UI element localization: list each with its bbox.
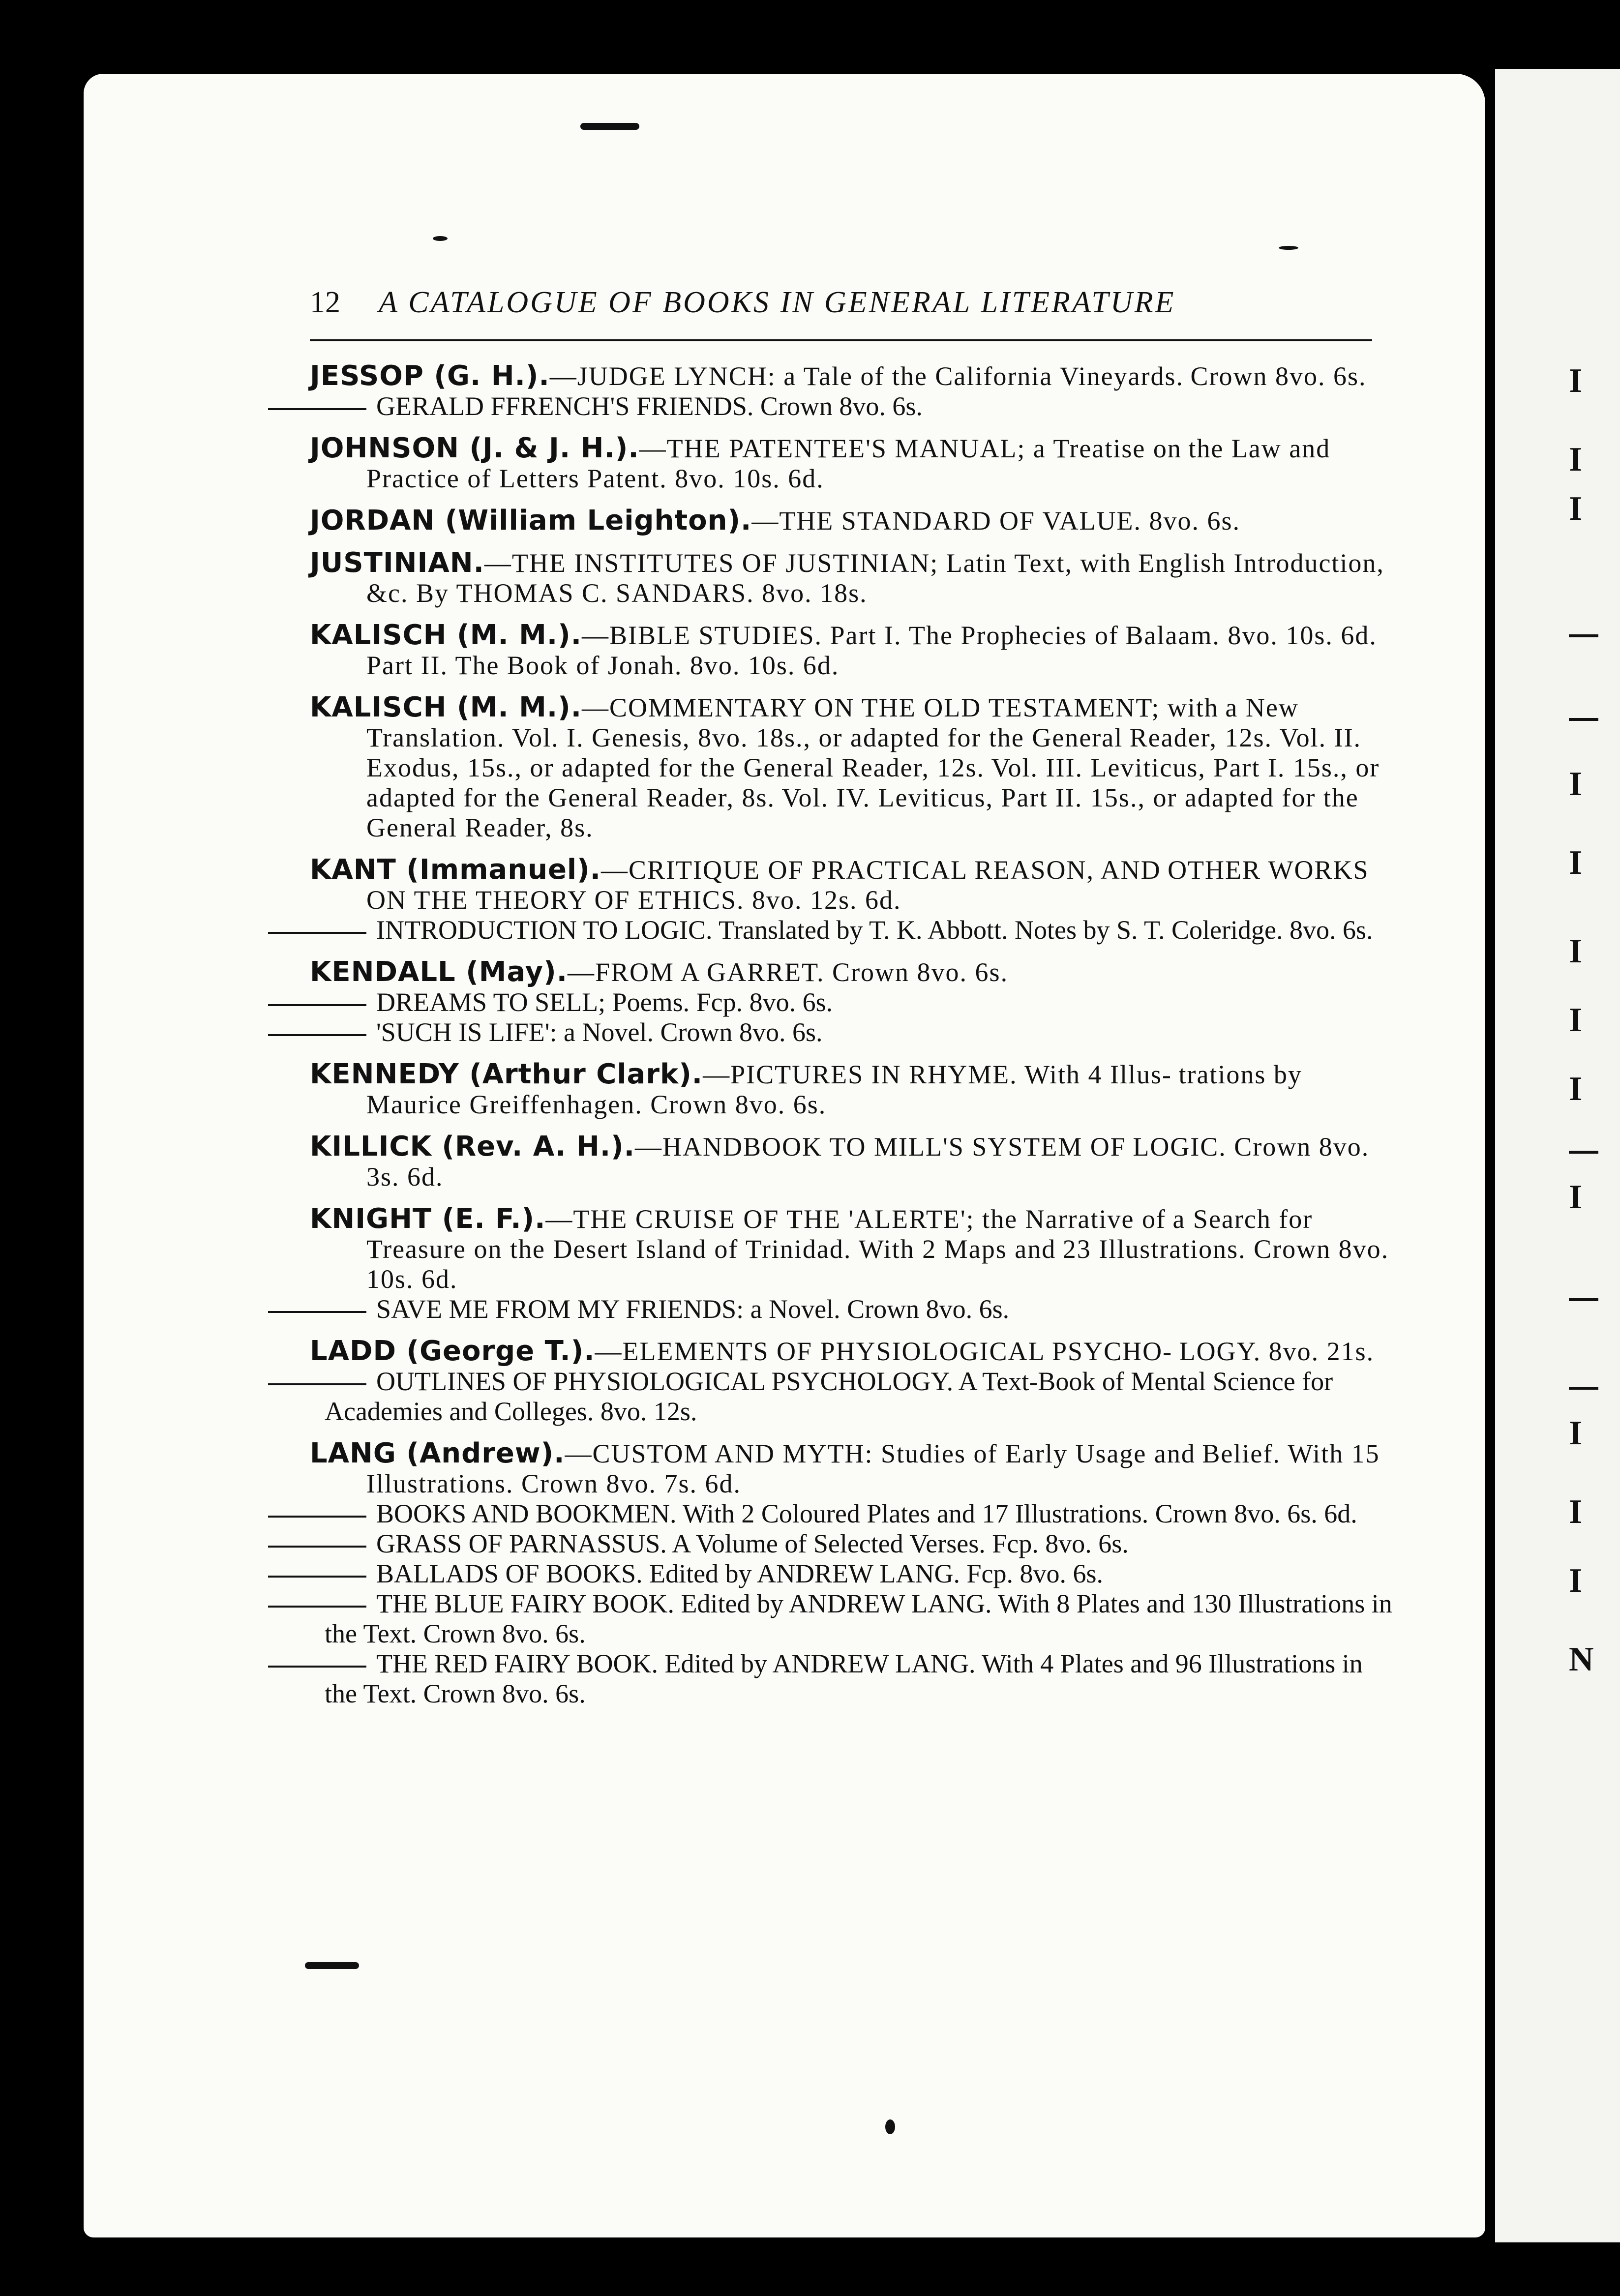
entry-author: KANT (Immanuel). <box>310 854 601 886</box>
sub-item-text: THE RED FAIRY BOOK. Edited by ANDREW LANG. With 4 Plates and 96 Illustrations in the Text. Crown 8vo. 6s. <box>325 1649 1363 1708</box>
ditto-dash <box>268 1546 366 1548</box>
entry-sub-item <box>310 915 1402 945</box>
entry-sub-item <box>310 1649 1402 1709</box>
facing-page-letter: I <box>1569 765 1583 803</box>
entry-sub-item <box>310 987 1402 1017</box>
entry-author: KILLICK (Rev. A. H.). <box>310 1131 635 1163</box>
page-header <box>310 285 1402 334</box>
entry-text: —CRITIQUE OF PRACTICAL REASON, AND <box>601 855 1161 885</box>
entry-sub-item <box>310 1589 1402 1649</box>
entry-text: OTHER WORKS ON THE THEORY OF ETHICS. 8vo. 12s. 6d. <box>366 855 1369 915</box>
page-number: 12 <box>310 286 340 319</box>
facing-page-letter: I <box>1569 1070 1583 1108</box>
entry-first-line <box>310 1132 1402 1192</box>
facing-page-letter: I <box>1569 1178 1583 1216</box>
facing-page-dash <box>1569 1298 1598 1301</box>
entry-first-line <box>310 548 1402 608</box>
ditto-dash <box>268 1034 366 1036</box>
ditto-dash <box>268 1383 366 1385</box>
catalogue-entry <box>310 548 1402 608</box>
header-rule <box>310 339 1372 341</box>
entry-text: —ELEMENTS OF PHYSIOLOGICAL PSYCHO- <box>595 1337 1173 1366</box>
facing-page-letter: N <box>1569 1640 1594 1678</box>
sub-item-text: SAVE ME FROM MY FRIENDS: a Novel. Crown 8vo. 6s. <box>376 1294 1010 1324</box>
entry-first-line <box>310 361 1402 391</box>
ditto-dash <box>268 1666 366 1668</box>
facing-page-letter: I <box>1569 441 1583 478</box>
facing-page-letter: I <box>1569 1493 1583 1531</box>
entry-sub-item <box>310 1499 1402 1529</box>
catalogue-entry <box>310 957 1402 1047</box>
entry-text: Crown 8vo. 6s. <box>1190 361 1367 391</box>
catalogue-entry <box>310 1336 1402 1427</box>
catalogue-entry <box>310 1132 1402 1192</box>
catalogue-entry <box>310 855 1402 945</box>
entry-author: KENDALL (May). <box>310 956 568 988</box>
catalogue-entry <box>310 620 1402 681</box>
catalogue-content <box>310 285 1402 1721</box>
entry-author: KNIGHT (E. F.). <box>310 1203 546 1235</box>
facing-page-dash <box>1569 718 1598 721</box>
entry-author: JORDAN (William Leighton). <box>310 505 752 537</box>
entry-text: a Search for Treasure on the Desert Island of Trinidad. With 2 Maps and <box>366 1204 1313 1264</box>
entry-first-line <box>310 433 1402 494</box>
entry-sub-item <box>310 1017 1402 1047</box>
entry-list <box>310 361 1402 1709</box>
entry-text: —THE CRUISE OF THE 'ALERTE'; the Narrative of <box>545 1204 1166 1234</box>
catalogue-entry <box>310 506 1402 536</box>
ditto-dash <box>268 932 366 934</box>
sub-item-text: BOOKS AND BOOKMEN. With 2 Coloured Plates and 17 Illustrations. Crown 8vo. 6s. 6d. <box>376 1499 1357 1528</box>
sub-item-text: INTRODUCTION TO LOGIC. Translated by T. K. Abbott. Notes by S. T. Coleridge. 8vo. 6s. <box>376 915 1373 945</box>
facing-page-letter: I <box>1569 844 1583 882</box>
scan-smudge <box>1279 246 1298 250</box>
scan-smudge <box>580 123 639 130</box>
entry-text: English Introduction, &c. By THOMAS C. SANDARS. 8vo. 18s. <box>366 548 1384 608</box>
entry-text: —BIBLE STUDIES. Part I. The Prophecies of <box>582 621 1119 650</box>
entry-first-line <box>310 692 1402 843</box>
facing-page-letter: I <box>1569 932 1583 970</box>
entry-text: 23 Illustrations. Crown 8vo. 10s. 6d. <box>366 1234 1389 1294</box>
entry-author: JOHNSON (J. & J. H.). <box>310 432 639 464</box>
facing-page-letter: I <box>1569 1414 1583 1452</box>
entry-first-line <box>310 1336 1402 1367</box>
entry-first-line <box>310 957 1402 987</box>
entry-text: trations by Maurice Greiffenhagen. Crown 8vo. 6s. <box>366 1060 1302 1119</box>
catalogue-entry <box>310 1059 1402 1120</box>
facing-page-dash <box>1569 1151 1598 1154</box>
ditto-dash <box>268 1576 366 1578</box>
entry-text: —COMMENTARY ON THE OLD TESTAMENT; with <box>582 693 1219 722</box>
facing-page-letter: I <box>1569 362 1583 400</box>
entry-sub-item <box>310 1559 1402 1589</box>
scan-smudge <box>885 2119 895 2134</box>
entry-text: —THE STANDARD OF VALUE. 8vo. 6s. <box>751 506 1241 536</box>
sub-item-text: GERALD FFRENCH'S FRIENDS. Crown 8vo. 6s. <box>376 391 923 421</box>
entry-text: —THE INSTITUTES OF JUSTINIAN; Latin Text, with <box>484 548 1132 578</box>
entry-sub-item <box>310 1529 1402 1559</box>
entry-author: LADD (George T.). <box>310 1335 595 1367</box>
catalogue-entry <box>310 433 1402 494</box>
entry-author: JUSTINIAN. <box>310 547 484 579</box>
entry-author: JESSOP (G. H.). <box>310 360 550 392</box>
entry-first-line <box>310 855 1402 915</box>
sub-item-text: 'SUCH IS LIFE': a Novel. Crown 8vo. 6s. <box>376 1017 823 1047</box>
entry-text: —JUDGE LYNCH: a Tale of the California Vineyards. <box>549 361 1184 391</box>
entry-author: KALISCH (M. M.). <box>310 619 582 651</box>
catalogue-entry <box>310 1438 1402 1709</box>
entry-sub-item <box>310 1294 1402 1324</box>
sub-item-text: THE BLUE FAIRY BOOK. Edited by ANDREW LANG. With 8 Plates and 130 Illustrations in the Text. Crown 8vo. 6s. <box>325 1589 1392 1648</box>
entry-text: —HANDBOOK TO MILL'S SYSTEM OF <box>634 1132 1126 1162</box>
entry-text: —CUSTOM AND MYTH: Studies of Early Usage and <box>565 1439 1196 1468</box>
facing-page-letter: I <box>1569 1562 1583 1600</box>
catalogue-entry <box>310 692 1402 843</box>
entry-sub-item <box>310 1367 1402 1427</box>
scan-smudge <box>305 1962 359 1969</box>
catalogue-entry <box>310 1204 1402 1324</box>
sub-item-text: GRASS OF PARNASSUS. A Volume of Selected Verses. Fcp. 8vo. 6s. <box>376 1529 1129 1558</box>
entry-text: —FROM A GARRET. Crown 8vo. 6s. <box>567 957 1009 987</box>
entry-text: LOGY. 8vo. 21s. <box>1179 1337 1375 1366</box>
entry-author: KALISCH (M. M.). <box>310 691 582 723</box>
entry-first-line <box>310 1204 1402 1294</box>
facing-page-edge <box>1495 69 1620 2242</box>
ditto-dash <box>268 1516 366 1518</box>
entry-author: LANG (Andrew). <box>310 1437 565 1469</box>
facing-page-dash <box>1569 1387 1598 1390</box>
facing-page-letter: I <box>1569 1001 1583 1039</box>
ditto-dash <box>268 1606 366 1608</box>
entry-sub-item <box>310 391 1402 421</box>
ditto-dash <box>268 1004 366 1006</box>
entry-text: Vol. IV. Leviticus, Part II. 15s., or adapted for the General Reader, 8s. <box>366 783 1359 842</box>
entry-first-line <box>310 506 1402 536</box>
ditto-dash <box>268 1311 366 1313</box>
entry-text: —PICTURES IN RHYME. With 4 Illus- <box>703 1060 1172 1089</box>
facing-page-dash <box>1569 634 1598 637</box>
sub-item-text: OUTLINES OF PHYSIOLOGICAL PSYCHOLOGY. A Text-Book of Mental Science for Academies and Colleges. 8vo. 12s. <box>325 1367 1333 1426</box>
entry-first-line <box>310 620 1402 681</box>
running-title: A CATALOGUE OF BOOKS IN GENERAL LITERATURE <box>379 286 1176 319</box>
entry-first-line <box>310 1059 1402 1120</box>
entry-text: LOGIC. Crown 8vo. 3s. 6d. <box>366 1132 1370 1192</box>
entry-author: KENNEDY (Arthur Clark). <box>310 1058 703 1090</box>
entry-text: Belief. With 15 Illustrations. Crown 8vo. 7s. 6d. <box>366 1439 1380 1498</box>
sub-item-text: BALLADS OF BOOKS. Edited by ANDREW LANG. Fcp. 8vo. 6s. <box>376 1559 1104 1588</box>
entry-text: —THE PATENTEE'S MANUAL; a Treatise on <box>639 434 1182 463</box>
entry-text: a New Translation. Vol. I. Genesis, 8vo. 18s., or adapted for the General <box>366 693 1299 752</box>
entry-text: the Law and Practice of Letters Patent. 8vo. 10s. 6d. <box>366 434 1331 493</box>
sub-item-text: DREAMS TO SELL; Poems. Fcp. 8vo. 6s. <box>376 987 833 1017</box>
entry-first-line <box>310 1438 1402 1499</box>
entry-text: Balaam. 8vo. 10s. 6d. Part II. The Book of Jonah. 8vo. 10s. 6d. <box>366 621 1377 680</box>
entry-text: Reader, 12s. Vol. II. Exodus, 15s., or adapted for the General Reader, 12s. <box>366 723 1362 782</box>
ditto-dash <box>268 408 366 410</box>
facing-page-letter: I <box>1569 490 1583 528</box>
scan-smudge <box>433 236 448 241</box>
catalogue-entry <box>310 361 1402 421</box>
entry-text: Vol. III. Leviticus, Part I. 15s., or adapted for the General Reader, 8s. <box>366 753 1380 812</box>
